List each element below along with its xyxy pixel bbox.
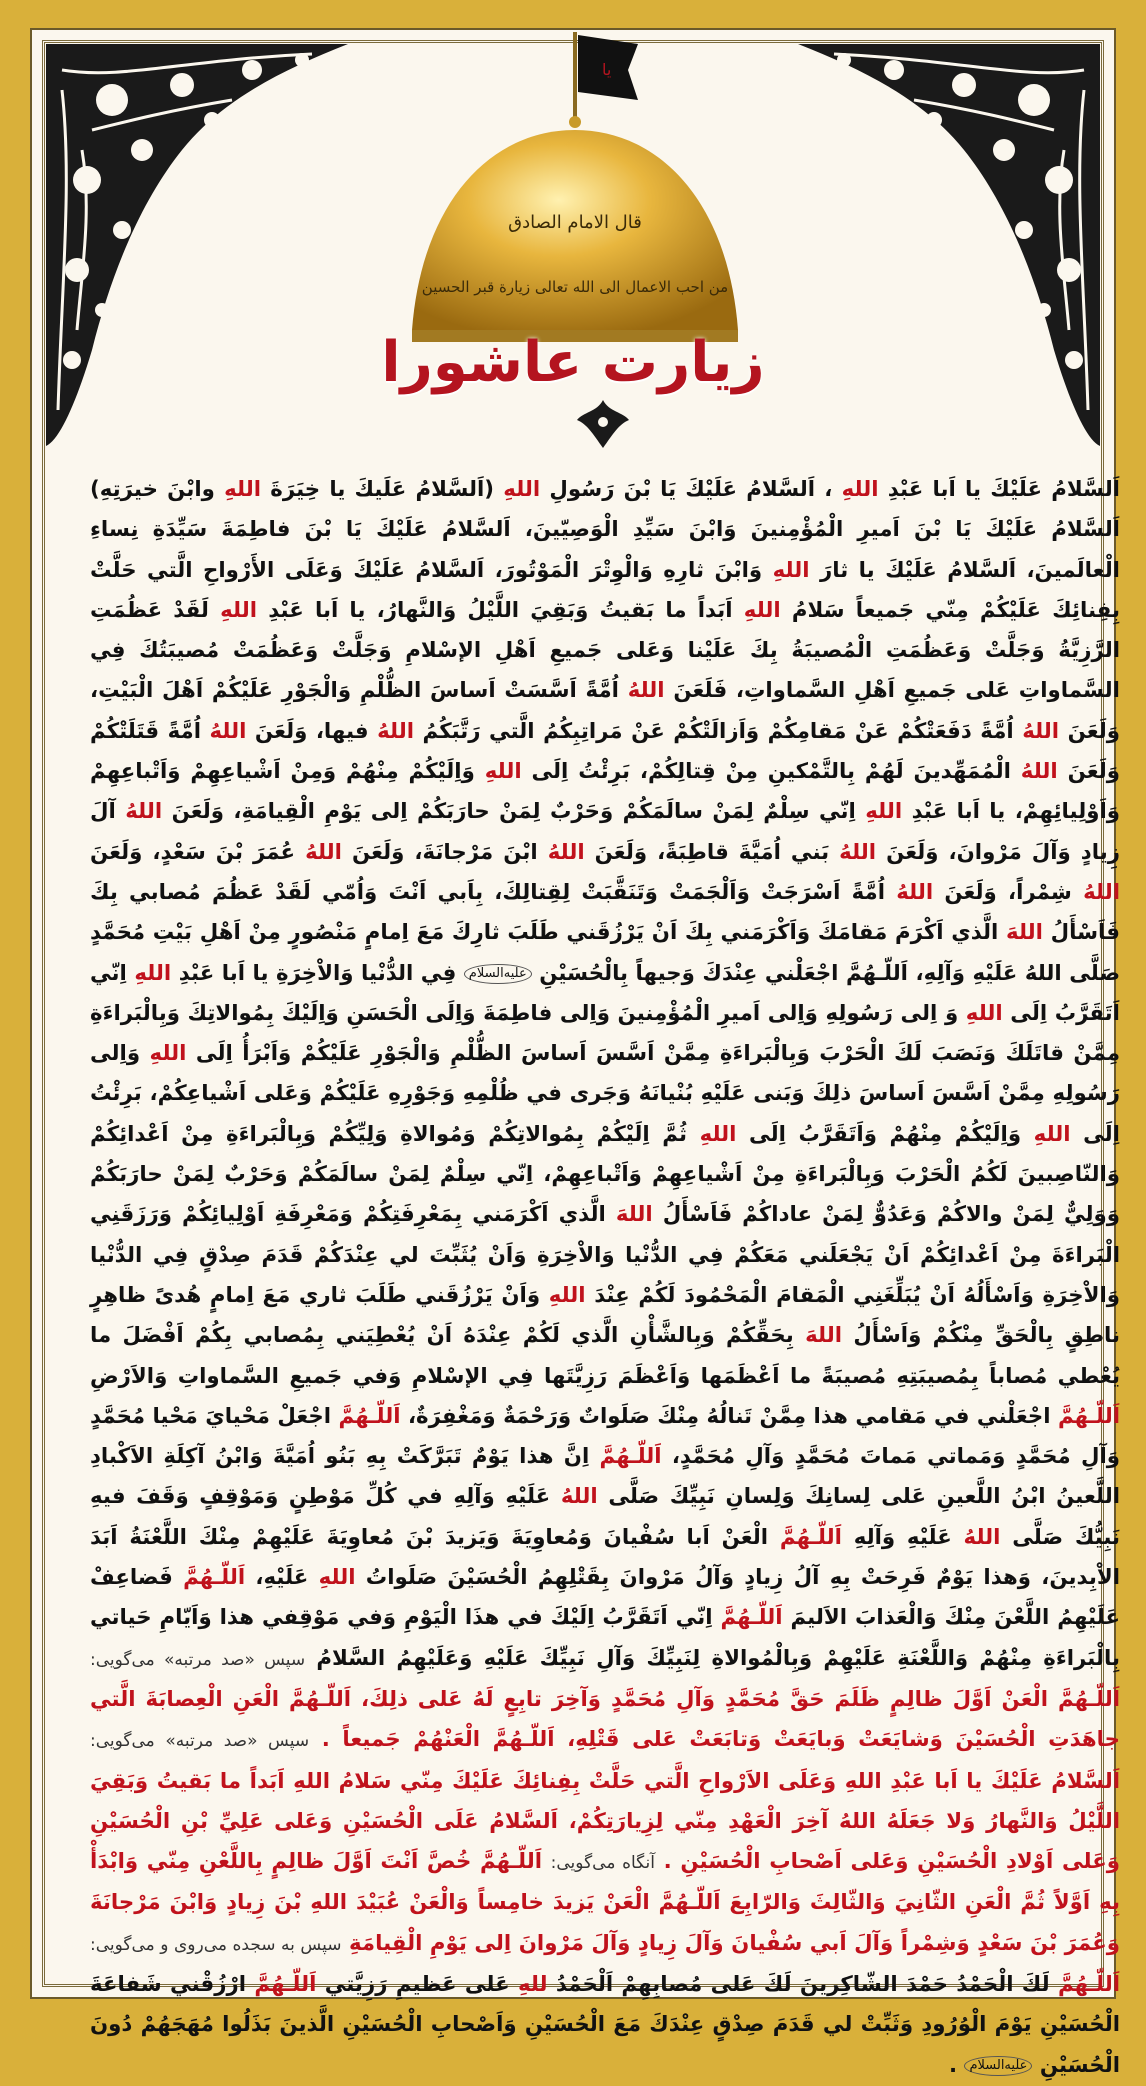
highlight-segment: اللهِ [503, 477, 541, 502]
highlight-segment: اللهِ [318, 1565, 356, 1591]
text-segment: الَّذي اَكْرَمَني بِمَعْرِفَتِكُمْ وَمَعْرِفَةِ اَوْلِيائِكُمْ وَرَزَقَنِي الْبَراءَةَ مِنْ اَعْدائِكُمْ اَنْ يَجْعَلَني مَعَكُمْ فِي الدُّنْيا وَالاْخِرَةِ وَاَنْ يُثَبِّتَ لي عِنْدَكُمْ قَدَمَ صِدْقٍ فِي الدُّنْيا وَالاْخِرَةِ وَاَسْأَلُهُ اَنْ يُبَلِّغَنِي الْمَقامَ الْمَحْمُودَ لَكُمْ عِنْدَ [90, 1202, 1121, 1308]
text-segment: فيها، وَلَعَنَ [254, 718, 369, 744]
highlight-segment: اَللّـهُمَّ [779, 1524, 842, 1550]
highlight-segment: اَللّـهُمَّ [720, 1605, 783, 1631]
highlight-segment: اللهُ [627, 678, 665, 704]
ziyarat-text [90, 470, 1120, 2086]
text-segment: وَاِلَيْكُمْ مِنْهُمْ وَاَتَقَرَّبُ اِلَى [749, 1121, 1022, 1147]
dome-calligraphy-line1: قال الامام الصادق [508, 212, 642, 233]
salutation-seal: عليه‌السلام [464, 964, 532, 984]
highlight-segment: اللهِ [149, 1041, 187, 1067]
text-segment: اِنّي سِلْمٌ لِمَنْ سالَمَكُمْ وَحَرْبٌ لِمَنْ حارَبَكُمْ اِلى يَوْمِ الْقِيامَةِ، وَلَعَنَ [171, 799, 856, 825]
text-segment: وابْنَ خيرَتِهِ) اَلسَّلامُ عَلَيْكَ يَا بْنَ اَميرِ الْمُؤْمِنينَ وَابْنَ سَيِّدِ الْوَصِيّينَ، اَلسَّلامُ عَلَيْكَ يَا بْنَ فاطِمَةَ سَيِّدَةِ نِساءِ الْعالَمينَ، اَلسَّلامُ عَلَيْكَ يا ثارَ [90, 477, 1120, 583]
highlight-segment: اللهُ [1020, 759, 1058, 785]
highlight-segment: اللهُ [377, 718, 415, 744]
floral-corner-ornament-left [32, 30, 362, 460]
text-segment: بِحَقِّكُمْ وَبِالشَّأْنِ الَّذي لَكُمْ عِنْدَهُ اَنْ يُعْطِيَني بِمُصابي بِكُمْ اَفْضَلَ ما يُعْطي مُصاباً بِمُصيبَتِهِ مُصيبَةً ما اَعْظَمَها وَاَعْظَمَ رَزِيَّتَها فِي الإسْلامِ وَفي جَميعِ السَّماواتِ وَالاَرْضِ [90, 1323, 1120, 1389]
text-segment: وَاِلَيْكُمْ مِنْهُمْ وَمِنْ اَشْياعِهِمْ وَاَتْباعِهِمْ وَاَوْلِيائِهِمْ، يا اَبا عَبْدِ [90, 759, 1121, 825]
highlight-segment: اللهُ [1083, 879, 1120, 905]
highlight-segment: اَللّـهُمَّ [1057, 1971, 1120, 1997]
highlight-segment: اللهِ [865, 799, 903, 825]
text-segment: اُمَّةً دَفَعَتْكُمْ عَنْ مَقامِكُمْ وَاَزالَتْكُمْ عَنْ مَراتِبِكُمُ الَّتي رَتَّبَكُمُ [422, 718, 1014, 744]
highlight-segment: اللهُ [560, 1484, 598, 1510]
highlight-segment: اللهُ [305, 839, 342, 865]
highlight-segment: اللهِ [224, 477, 262, 502]
text-segment: لَكَ الْحَمْدُ حَمْدَ الشّاكِرينَ لَكَ عَلى مُصابِهِمْ اَلْحَمْدُ [555, 1971, 1050, 1997]
highlight-segment: اللهِ [1033, 1121, 1071, 1147]
highlight-segment: اللهَ [615, 1202, 653, 1228]
text-segment: اُمَّةً اَسْرَجَتْ وَاَلْجَمَتْ وَتَنَقَّبَتْ لِقِتالِكَ، بِاَبي اَنْتَ وَاُمّي لَقَدْ عَظُمَ مُصابي بِكَ فَاَسْأَلُ [90, 879, 1121, 946]
text-segment: اَللّـهُمَّ اجْعَلْني عِنْدَكَ وَجيهاً بِالْحُسَيْنِ [539, 960, 908, 986]
text-segment: وَاَنْ يَرْزُقَني طَلَبَ ثاري مَعَ اِمامٍ هُدىً ظاهِرٍ ناطِقٍ بِالْحَقِّ مِنْكُمْ وَاَسْأَلُ [90, 1282, 1120, 1349]
highlight-segment: اللهِ [699, 1121, 737, 1147]
highlight-segment: للهِ [517, 1971, 548, 1997]
highlight-segment: اَللّـهُمَّ الْعَنْ اَوَّلَ ظالِمٍ ظَلَمَ حَقَّ مُحَمَّدٍ وَآلِ مُحَمَّدٍ وَآخِرَ تابِعٍ لَهُ عَلى ذلِكَ، اَللّـهُمَّ الْعَنِ الْعِصابَةَ الَّتي جاهَدَتِ الْحُسَيْنَ وَشايَعَتْ وَبايَعَتْ وَتابَعَتْ عَلى قَتْلِهِ، اَللّـهُمَّ الْعَنْهُمْ جَميعاً . [90, 1686, 1120, 1753]
text-segment: عَلى عَظيمِ رَزِيَّتي [324, 1971, 510, 1997]
text-segment: بَني اُمَيَّةَ قاطِبَةً، وَلَعَنَ [594, 839, 830, 865]
highlight-segment: اللهِ [548, 1282, 586, 1308]
text-segment: عُمَرَ بْنَ سَعْدٍ، وَلَعَنَ [90, 839, 296, 865]
floral-rosette-icon [575, 398, 631, 450]
salutation-seal: عليه‌السلام [964, 2056, 1032, 2076]
highlight-segment: اللهُ [209, 718, 247, 744]
text-segment: اجْعَلْني في مَقامي هذا مِمَّنْ تَنالُهُ مِنْكَ صَلَواتٌ وَرَحْمَةٌ وَمَغْفِرَةٌ، [407, 1403, 1051, 1429]
page-frame [30, 28, 1121, 2078]
text-segment: آلَ زِيادٍ وَآلَ مَرْوانَ، وَلَعَنَ [90, 799, 1120, 865]
gold-dome-icon [402, 30, 748, 360]
text-segment: الْعَنْ اَبا سُفْيانَ وَمُعاوِيَةَ وَيَزيدَ بْنَ مُعاوِيَةَ عَلَيْهِمْ مِنْكَ اللَّعْنَةُ اَبَدَ الاْبِدينَ، وَهذا يَوْمٌ فَرِحَتْ بِهِ آلُ زِيادٍ وَآلُ مَرْوانَ بِقَتْلِهِمُ الْحُسَيْنَ صَلَواتُ [90, 1524, 1120, 1591]
text-segment: (اَلسَّلامُ عَلَيكَ يا خِيَرَةَ [270, 477, 495, 502]
dome-calligraphy-line2: من احب الاعمال الی الله تعالی زیارة قبر الحسین [421, 278, 729, 296]
highlight-segment: اللهُ [1022, 718, 1060, 744]
highlight-segment: اللهِ [772, 557, 810, 583]
highlight-segment: اللهِ [484, 759, 522, 785]
text-segment: اِنّي اَتَقَرَّبُ اِلَيْكَ في هذَا الْيَوْمِ وَفي مَوْقِفي هذا وَاَيّامِ حَياتي بِالْبَراءَةِ مِنْهُمْ وَاللَّعْنَةِ عَلَيْهِمْ وَبِالْمُوالاةِ لِنَبِيِّكَ وَآلِ نَبِيِّكَ عَلَيْهِ وَعَلَيْهِمُ السَّلامُ [90, 1605, 1120, 1671]
highlight-segment: اللهُ [963, 1524, 1001, 1550]
text-segment: اجْعَلْ مَحْيايَ مَحْيا مُحَمَّدٍ وَآلِ مُحَمَّدٍ وَمَماتي مَماتَ مُحَمَّدٍ وَآلِ مُحَمَّدٍ، [90, 1403, 1120, 1470]
text-segment: وَ اِلى رَسُولِهِ وَاِلى اَميرِ الْمُؤْمِنينَ وَاِلى فاطِمَةَ وَاِلَى الْحَسَنِ وَاِلَيْكَ بِمُوالاتِكَ وَبِالْبَراءَةِ مِمَّنْ قاتَلَكَ وَنَصَبَ لَكَ الْحَرْبَ وَبِالْبَراءَةِ مِمَّنْ اَسَّسَ اَساسَ الظُّلْمِ وَالْجَوْرِ عَلَيْكُمْ وَاَبْرَأُ اِلَى [90, 1000, 1121, 1067]
highlight-segment: اللهِ [965, 1000, 1003, 1026]
text-segment: اَبَداً ما بَقيتُ وَبَقِيَ اللَّيْلُ وَالنَّهارُ، يا اَبا عَبْدِ [268, 597, 733, 623]
instruction-note: سپس به سجده می‌روی و می‌گویی: [90, 1934, 342, 1955]
text-segment: الْمُمَهِّدينَ لَهُمْ بِالتَّمْكينِ مِنْ قِتالِكُمْ، بَرِئْتُ اِلَى [531, 759, 1011, 785]
instruction-note: آنگاه می‌گویی: [550, 1853, 655, 1874]
svg-text:يا: يا [602, 60, 612, 79]
text-segment: وَاِلى رَسُولِهِ مِمَّنْ اَسَّسَ اَساسَ ذلِكَ وَبَنى عَلَيْهِ بُنْيانَهُ وَجَرى في ظُلْمِهِ وَجَوْرِهِ عَلَيْكُمْ وَعَلى اَشْياعِكُمْ، بَرِئْتُ اِلَى [90, 1041, 1120, 1147]
page-title: زیارت عاشورا [381, 330, 765, 395]
text-segment: عَلَيْهِ وَآلِهِ [853, 1524, 952, 1550]
text-segment: فَضاعِفْ عَلَيْهِمُ اللَّعْنَ مِنْكَ وَالْعَذابَ الاَليمَ [90, 1565, 1120, 1631]
text-segment: اِنّي اَتَقَرَّبُ اِلَى [90, 960, 1120, 1026]
text-segment: ابْنَ مَرْجانَةَ، وَلَعَنَ [352, 839, 538, 865]
highlight-segment: اللهُ [896, 879, 934, 905]
instruction-note: سپس «صد مرتبه» می‌گویی: [90, 1649, 306, 1670]
text-segment: اُمَّةً اَسَّسَتْ اَساسَ الظُّلْمِ وَالْجَوْرِ عَلَيْكُمْ اَهْلَ الْبَيْتِ، وَلَعَنَ [90, 678, 1121, 744]
highlight-segment: اَلسَّلامُ عَلَيْكَ يا اَبا عَبْدِ اللهِ وَعَلَى الاَرْواحِ الَّتي حَلَّتْ بِفِنائِكَ عَلَيْكَ مِنّي سَلامُ اللهِ اَبَداً ما بَقيتُ وَبَقِيَ اللَّيْلُ وَالنَّهارُ وَلا جَعَلَهُ اللهُ آخِرَ الْعَهْدِ مِنّي لِزِيارَتِكُمْ، اَلسَّلامُ عَلَى الْحُسَيْنِ وَعَلى عَلِيِّ بْنِ الْحُسَيْنِ وَعَلى اَوْلادِ الْحُسَيْنِ وَعَلى اَصْحابِ الْحُسَيْنِ . [90, 1768, 1120, 1875]
highlight-segment: اللهِ [743, 597, 781, 623]
text-segment: فِي الدُّنْيا وَالاْخِرَةِ يا اَبا عَبْدِ [178, 960, 457, 986]
highlight-segment: اللهِ [134, 960, 172, 986]
text-segment: ارْزُقْني شَفاعَةَ الْحُسَيْنِ يَوْمَ الْوُرُودِ وَثَبِّتْ لي قَدَمَ صِدْقٍ عِنْدَكَ مَعَ الْحُسَيْنِ وَاَصْحابِ الْحُسَيْنِ الَّذينَ بَذَلُوا مُهَجَهُمْ دُونَ الْحُسَيْنِ [90, 1971, 1120, 2078]
text-segment: عَلَيْهِ، [255, 1565, 309, 1591]
highlight-segment: اَللّـهُمَّ [183, 1565, 246, 1591]
highlight-segment: اللهِ [841, 477, 879, 502]
highlight-segment: اَللّـهُمَّ [254, 1971, 317, 1997]
text-segment: لَقَدْ عَظُمَتِ الرَّزِيَّةُ وَجَلَّتْ وَعَظُمَتِ الْمُصيبَةُ بِكَ عَلَيْنا وَعَلى جَميعِ اَهْلِ الإسْلامِ وَجَلَّتْ وَعَظُمَتْ مُصيبَتُكَ فِي السَّماواتِ عَلى جَميعِ اَهْلِ السَّماواتِ، فَلَعَنَ [90, 597, 1120, 704]
text-segment: عَلَيْهِ وَآلِهِ في كُلِّ مَوْطِنٍ وَمَوْقِفٍ وَقَفَ فيهِ نَبِيُّكَ صَلَّى [90, 1484, 1121, 1550]
highlight-segment: اللهُ [125, 799, 163, 825]
text-segment: ، اَلسَّلامُ عَلَيْكَ يَا بْنَ رَسُولِ [549, 477, 833, 502]
highlight-segment: اللهُ [839, 839, 877, 865]
highlight-segment: اللهُ [547, 839, 585, 865]
highlight-segment: اللهَ [805, 1323, 843, 1349]
text-segment: اُمَّةً قَتَلَتْكُمْ وَلَعَنَ [90, 718, 1121, 785]
ziyarat-paragraph [90, 470, 1120, 2086]
highlight-segment: اَللّـهُمَّ خُصَّ اَنْتَ اَوَّلَ ظالِمٍ بِاللَّعْنِ مِنّي وَابْدَأْ بِهِ اَوَّلاً ثُمَّ الْعَنِ الثّانِيَ وَالثّالِثَ وَالرّابِعَ اَللّـهُمَّ الْعَنْ يَزيدَ خامِساً وَالْعَنْ عُبَيْدَ اللهِ بْنَ زِيادٍ وَابْنَ مَرْجانَةَ وَعُمَرَ بْنَ سَعْدٍ وَشِمْراً وَآلَ اَبي سُفْيانَ وَآلَ زِيادٍ وَآلَ مَرْوانَ اِلى يَوْمِ الْقِيامَةِ [90, 1849, 1120, 1956]
text-segment: . [948, 2052, 958, 2078]
highlight-segment: اَللّـهُمَّ [599, 1444, 662, 1470]
highlight-segment: اللهِ [220, 597, 258, 623]
text-segment: الَّذي اَكْرَمَ مَقامَكَ وَاَكْرَمَني بِكَ اَنْ يَرْزُقَني طَلَبَ ثارِكَ مَعَ اِمامٍ مَنْصُورٍ مِنْ اَهْلِ بَيْتِ مُحَمَّدٍ صَلَّى اللهُ عَلَيْهِ وَآلِهِ، [90, 920, 1121, 986]
floral-corner-ornament-right [784, 30, 1114, 460]
highlight-segment: اَللّـهُمَّ [1057, 1403, 1120, 1429]
text-segment: وَابْنَ ثارِهِ وَالْوِتْرَ الْمَوْتُورَ، اَلسَّلامُ عَلَيْكَ وَعَلَى الأَرْواحِ الَّتي حَلَّتْ بِفِنائِكَ عَلَيْكُمْ مِنّي جَميعاً سَلامُ [90, 557, 1120, 623]
highlight-segment: اللهَ [1006, 920, 1043, 946]
text-segment: اِنَّ هذا يَوْمٌ تَبَرَّكَتْ بِهِ بَنُو اُمَيَّةَ وَابْنُ آكِلَةِ الاَكْبادِ اللَّعينُ ابْنُ اللَّعينِ عَلى لِسانِكَ وَلِسانِ نَبِيِّكَ صَلَّى [90, 1444, 1120, 1510]
instruction-note: سپس «صد مرتبه» می‌گویی: [90, 1731, 310, 1752]
highlight-segment: اَللّـهُمَّ [338, 1403, 401, 1429]
text-segment: اَلسَّلامُ عَلَيْكَ يا اَبا عَبْدِ [887, 477, 1120, 502]
text-segment: شِمْراً، وَلَعَنَ [944, 879, 1072, 905]
text-segment: ثُمَّ اِلَيْكُمْ بِمُوالاتِكُمْ وَمُوالاةِ وَلِيِّكُمْ وَبِالْبَراءَةِ مِنْ اَعْدائِكُمْ وَالنّاصِبينَ لَكُمُ الْحَرْبَ وَبِالْبَراءَةِ مِنْ اَشْياعِهِمْ وَاَتْباعِهِمْ، اِنّي سِلْمٌ لِمَنْ سالَمَكُمْ وَحَرْبٌ لِمَنْ حارَبَكُمْ وَوَلِيٌّ لِمَنْ والاكُمْ وَعَدُوٌّ لِمَنْ عاداكُمْ فَاَسْأَلُ [90, 1121, 1120, 1228]
